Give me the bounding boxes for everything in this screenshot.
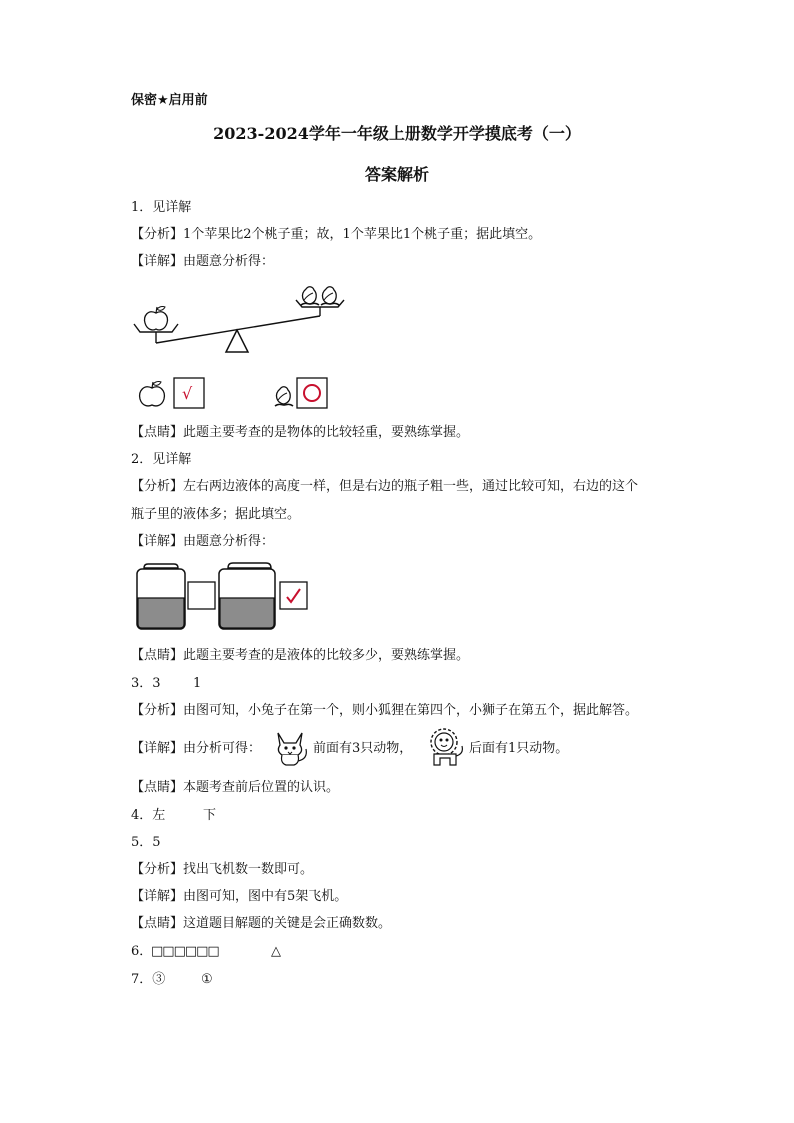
- q4-answer-1: 4．左: [131, 808, 166, 823]
- q1-analysis: 【分析】1个苹果比2个桃子重；故，1个苹果比1个桃子重；据此填空。: [131, 227, 542, 242]
- q7-answer-2: ①: [201, 972, 213, 987]
- lion-icon: [424, 726, 466, 768]
- q3-answer-2: 1: [193, 676, 202, 691]
- q4-answer-2: 下: [203, 808, 217, 823]
- apple-icon: [140, 382, 165, 406]
- answer-box-checked: [280, 582, 307, 609]
- q3-detail-end: 后面有1只动物。: [469, 741, 569, 756]
- q2-analysis-line1: 【分析】左右两边液体的高度一样，但是右边的瓶子粗一些，通过比较可知，右边的这个: [131, 479, 639, 494]
- peach-icon: [301, 287, 319, 305]
- page-title: 2023-2024学年一年级上册数学开学摸底考（一）: [213, 124, 581, 143]
- q5-answer: 5．5: [131, 835, 161, 850]
- q7-answer-1: 7．③: [131, 972, 166, 987]
- q2-answer: 2．见详解: [131, 452, 192, 467]
- q5-remark: 【点睛】这道题目解题的关键是会正确数数。: [131, 916, 392, 931]
- peach-icon: [321, 287, 339, 305]
- q1-detail: 【详解】由题意分析得：: [131, 254, 275, 269]
- confidential-label: 保密★启用前: [131, 93, 208, 108]
- q3-analysis: 【分析】由图可知，小兔子在第一个，则小狐狸在第四个，小狮子在第五个，据此解答。: [131, 703, 639, 718]
- wide-jar: [219, 563, 275, 629]
- fox-icon: [270, 727, 310, 767]
- q2-remark: 【点睛】此题主要考查的是液体的比较多少，要熟练掌握。: [131, 648, 470, 663]
- page-subtitle: 答案解析: [364, 165, 429, 184]
- peach-icon: [275, 387, 293, 406]
- q6-triangle: △: [271, 944, 281, 959]
- q1-answer: 1．见详解: [131, 200, 192, 215]
- q6-number: 6．: [131, 944, 153, 959]
- q5-analysis: 【分析】找出飞机数一数即可。: [131, 862, 314, 877]
- q3-detail-prefix: 【详解】由分析可得：: [131, 741, 262, 756]
- answer-box-circle: [297, 378, 327, 408]
- checkmark-icon: √: [182, 384, 193, 403]
- narrow-jar: [137, 564, 185, 629]
- liquid-jars-figure: [134, 560, 314, 634]
- apple-icon: [145, 307, 168, 330]
- q6-squares: □□□□□□: [151, 944, 219, 959]
- q5-detail: 【详解】由图可知，图中有5架飞机。: [131, 889, 348, 904]
- q3-detail-mid: 前面有3只动物，: [313, 741, 413, 756]
- q2-analysis-line2: 瓶子里的液体多；据此填空。: [131, 507, 301, 522]
- balance-scale-figure: [130, 280, 350, 360]
- q3-answer-1: 3．3: [131, 676, 161, 691]
- answer-box-empty: [188, 582, 215, 609]
- q1-remark: 【点睛】此题主要考查的是物体的比较轻重，要熟练掌握。: [131, 425, 470, 440]
- q3-remark: 【点睛】本题考查前后位置的认识。: [131, 780, 340, 795]
- q2-detail: 【详解】由题意分析得：: [131, 534, 275, 549]
- weight-answer-figure: [136, 376, 336, 412]
